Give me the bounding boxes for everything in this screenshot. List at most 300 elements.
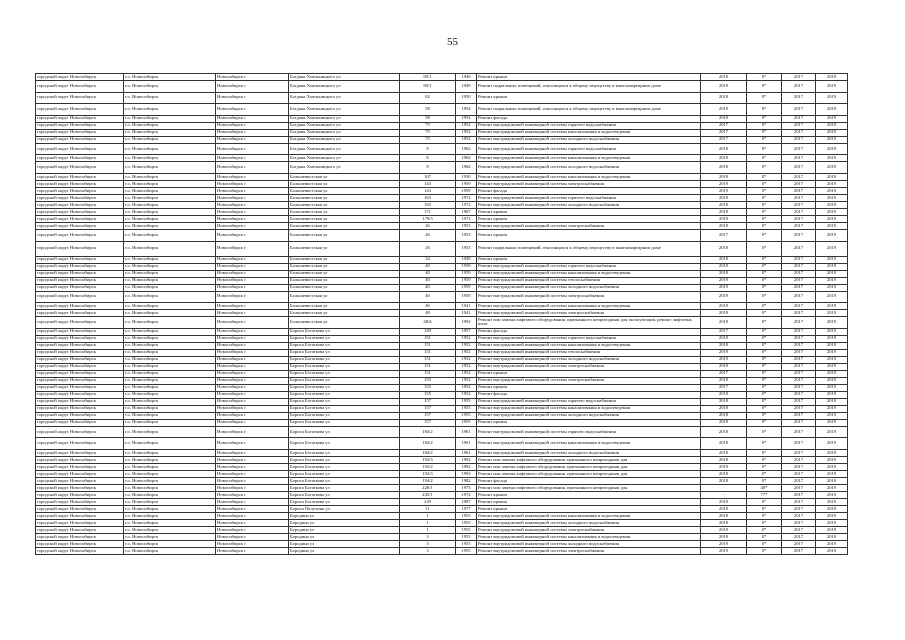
year-built-cell: 1962 (456, 155, 477, 162)
end-year-cell: 2019 (816, 391, 848, 398)
city-cell: Новосибирск г (216, 263, 289, 270)
street-cell: Богдана Хмельницкого ул (289, 122, 400, 129)
house-cell: 245/1 (400, 491, 456, 498)
table-row (36, 317, 848, 329)
end-year-cell: 2019 (816, 180, 848, 187)
work-type-cell: Ремонт внутридомовой инженерной системы горячего водоснабжения (477, 426, 701, 438)
start-year-cell: 2017 (782, 356, 816, 363)
year-built-cell: 1962 (456, 162, 477, 174)
year-built-cell: 1972 (456, 491, 477, 498)
start-year-cell: 2017 (782, 391, 816, 398)
municipality-cell: г.о. Новосибирск (124, 384, 216, 391)
table-row (36, 547, 848, 554)
plan-year-cell: 2018 (701, 449, 747, 456)
city-cell: Новосибирск г (216, 470, 289, 477)
work-type-cell: Ремонт внутридомовой инженерной системы электроснабжения (477, 310, 701, 317)
street-cell: Бориса Богаткова ул (289, 412, 400, 419)
district-cell: городской округ Новосибирск (36, 284, 124, 291)
street-cell: Бориса Богаткова ул (289, 419, 400, 426)
house-cell: 157 (400, 405, 456, 412)
end-year-cell: 2019 (816, 284, 848, 291)
end-year-cell: 2019 (816, 92, 848, 104)
street-cell: Бориса Богаткова ул (289, 470, 400, 477)
work-type-cell: Ремонт крыши (477, 74, 701, 81)
house-cell: 143 (400, 187, 456, 194)
work-type-cell: Ремонт подвальных помещений, относящихся к общему имуществу в многоквартирном доме (477, 104, 701, 116)
plan-year-cell: 2017 (701, 136, 747, 143)
year-built-cell: 1952 (456, 136, 477, 143)
city-cell: Новосибирск г (216, 310, 289, 317)
table-row (36, 222, 848, 229)
street-cell: Богдана Хмельницкого ул (289, 104, 400, 116)
table-row (36, 412, 848, 419)
year-built-cell: 1961 (456, 438, 477, 450)
cost-cell: 0* (747, 241, 782, 256)
cost-cell: 0* (747, 155, 782, 162)
start-year-cell: 2017 (782, 419, 816, 426)
cost-cell: 0* (747, 256, 782, 263)
year-built-cell: 1941 (456, 303, 477, 310)
city-cell: Новосибирск г (216, 277, 289, 284)
start-year-cell: 2017 (782, 412, 816, 419)
table-row (36, 143, 848, 155)
municipality-cell: г.о. Новосибирск (124, 349, 216, 356)
work-type-cell: Ремонт внутридомовой инженерной системы электроснабжения (477, 526, 701, 533)
year-built-cell: 1955 (456, 405, 477, 412)
end-year-cell: 2019 (816, 342, 848, 349)
district-cell: городской округ Новосибирск (36, 143, 124, 155)
work-type-cell: Ремонт или замена лифтового оборудования, признанного непригодным для (477, 484, 701, 491)
cost-cell: 0* (747, 391, 782, 398)
city-cell: Новосибирск г (216, 498, 289, 505)
table-row (36, 519, 848, 526)
district-cell: городской округ Новосибирск (36, 136, 124, 143)
cost-cell: 0* (747, 129, 782, 136)
end-year-cell: 2019 (816, 419, 848, 426)
end-year-cell: 2019 (816, 370, 848, 377)
year-built-cell: 1959 (456, 277, 477, 284)
municipality-cell: г.о. Новосибирск (124, 533, 216, 540)
year-built-cell: 1959 (456, 284, 477, 291)
district-cell: городской округ Новосибирск (36, 412, 124, 419)
cost-cell: 0* (747, 342, 782, 349)
city-cell: Новосибирск г (216, 349, 289, 356)
street-cell: Большевистская ул (289, 180, 400, 187)
start-year-cell: 2017 (782, 201, 816, 208)
street-cell: Бориса Богаткова ул (289, 484, 400, 491)
municipality-cell: г.о. Новосибирск (124, 405, 216, 412)
work-type-cell: Ремонт крыши (477, 505, 701, 512)
start-year-cell: 2017 (782, 104, 816, 116)
municipality-cell: г.о. Новосибирск (124, 277, 216, 284)
city-cell: Новосибирск г (216, 122, 289, 129)
cost-cell: 0* (747, 412, 782, 419)
plan-year-cell: 2018 (701, 162, 747, 174)
municipality-cell: г.о. Новосибирск (124, 270, 216, 277)
house-cell: 192/2 (400, 463, 456, 470)
street-cell: Богдана Хмельницкого ул (289, 162, 400, 174)
house-cell: 75 (400, 129, 456, 136)
start-year-cell: 2017 (782, 456, 816, 463)
year-built-cell: 1987 (456, 498, 477, 505)
street-cell: Бородина ул (289, 547, 400, 554)
district-cell: городской округ Новосибирск (36, 270, 124, 277)
house-cell: 58 (400, 115, 456, 122)
house-cell: 34 (400, 256, 456, 263)
work-type-cell: Ремонт крыши (477, 384, 701, 391)
table-row (36, 201, 848, 208)
work-type-cell: Ремонт внутридомовой инженерной системы теплоснабжения (477, 277, 701, 284)
municipality-cell: г.о. Новосибирск (124, 438, 216, 450)
cost-cell: 0* (747, 470, 782, 477)
work-type-cell: Ремонт крыши (477, 215, 701, 222)
plan-year-cell: 2017 (701, 229, 747, 241)
municipality-cell: г.о. Новосибирск (124, 540, 216, 547)
house-cell: 75 (400, 122, 456, 129)
work-type-cell: Ремонт крыши (477, 498, 701, 505)
district-cell: городской округ Новосибирск (36, 328, 124, 335)
end-year-cell: 2019 (816, 498, 848, 505)
plan-year-cell: 2018 (701, 426, 747, 438)
plan-year-cell: 2019 (701, 391, 747, 398)
start-year-cell: 2017 (782, 477, 816, 484)
work-type-cell: Ремонт внутридомовой инженерной системы холодного водоснабжения (477, 356, 701, 363)
start-year-cell: 2017 (782, 342, 816, 349)
year-built-cell: 1959 (456, 187, 477, 194)
plan-year-cell: 2019 (701, 463, 747, 470)
cost-cell: 0* (747, 377, 782, 384)
plan-year-cell: 2018 (701, 412, 747, 419)
work-type-cell: Ремонт внутридомовой инженерной системы холодного водоснабжения (477, 412, 701, 419)
cost-cell: 0* (747, 349, 782, 356)
street-cell: Большевистская ул (289, 256, 400, 263)
start-year-cell: 2017 (782, 222, 816, 229)
municipality-cell: г.о. Новосибирск (124, 370, 216, 377)
table-row (36, 162, 848, 174)
plan-year-cell: 2019 (701, 115, 747, 122)
municipality-cell: г.о. Новосибирск (124, 162, 216, 174)
house-cell: 40 (400, 270, 456, 277)
city-cell: Новосибирск г (216, 405, 289, 412)
street-cell: Бориса Богаткова ул (289, 363, 400, 370)
city-cell: Новосибирск г (216, 456, 289, 463)
house-cell: 155 (400, 384, 456, 391)
municipality-cell: г.о. Новосибирск (124, 356, 216, 363)
house-cell: 75 (400, 136, 456, 143)
city-cell: Новосибирск г (216, 526, 289, 533)
house-cell: 40 (400, 284, 456, 291)
work-type-cell: Ремонт внутридомовой инженерной системы канализования и водоотведения (477, 129, 701, 136)
city-cell: Новосибирск г (216, 92, 289, 104)
house-cell: 155 (400, 391, 456, 398)
start-year-cell: 2017 (782, 291, 816, 303)
year-built-cell: 1955 (456, 547, 477, 554)
end-year-cell: 2019 (816, 129, 848, 136)
start-year-cell: 2017 (782, 241, 816, 256)
municipality-cell: г.о. Новосибирск (124, 505, 216, 512)
city-cell: Новосибирск г (216, 291, 289, 303)
district-cell: городской округ Новосибирск (36, 229, 124, 241)
work-type-cell: Ремонт крыши (477, 256, 701, 263)
municipality-cell: г.о. Новосибирск (124, 143, 216, 155)
cost-cell: 0* (747, 291, 782, 303)
street-cell: Большевистская ул (289, 310, 400, 317)
start-year-cell: 2017 (782, 270, 816, 277)
district-cell: городской округ Новосибирск (36, 194, 124, 201)
end-year-cell: 2019 (816, 263, 848, 270)
work-type-cell: Ремонт внутридомовой инженерной системы электроснабжения (477, 291, 701, 303)
city-cell: Новосибирск г (216, 162, 289, 174)
plan-year-cell: 2019 (701, 526, 747, 533)
house-cell: 184/2 (400, 449, 456, 456)
house-cell: 151 (400, 363, 456, 370)
cost-cell: 0* (747, 328, 782, 335)
plan-year-cell: 2019 (701, 498, 747, 505)
street-cell: Бориса Богаткова ул (289, 356, 400, 363)
plan-year-cell: 2018 (701, 456, 747, 463)
street-cell: Большевистская ул (289, 284, 400, 291)
municipality-cell: г.о. Новосибирск (124, 215, 216, 222)
city-cell: Новосибирск г (216, 484, 289, 491)
municipality-cell: г.о. Новосибирск (124, 208, 216, 215)
plan-year-cell: 2019 (701, 180, 747, 187)
municipality-cell: г.о. Новосибирск (124, 491, 216, 498)
table-row (36, 377, 848, 384)
work-type-cell: Ремонт внутридомовой инженерной системы горячего водоснабжения (477, 194, 701, 201)
start-year-cell: 2017 (782, 180, 816, 187)
year-built-cell: 1959 (456, 180, 477, 187)
end-year-cell: 2019 (816, 162, 848, 174)
start-year-cell: 2017 (782, 129, 816, 136)
district-cell: городской округ Новосибирск (36, 477, 124, 484)
cost-cell: 0* (747, 370, 782, 377)
house-cell: 1 (400, 512, 456, 519)
city-cell: Новосибирск г (216, 208, 289, 215)
start-year-cell: 2017 (782, 284, 816, 291)
street-cell: Бориса Богаткова ул (289, 498, 400, 505)
city-cell: Новосибирск г (216, 173, 289, 180)
street-cell: Бородина ул (289, 533, 400, 540)
end-year-cell: 2019 (816, 449, 848, 456)
district-cell: городской округ Новосибирск (36, 505, 124, 512)
table-row (36, 194, 848, 201)
district-cell: городской округ Новосибирск (36, 512, 124, 519)
city-cell: Новосибирск г (216, 143, 289, 155)
work-type-cell: Ремонт внутридомовой инженерной системы холодного водоснабжения (477, 540, 701, 547)
municipality-cell: г.о. Новосибирск (124, 328, 216, 335)
street-cell: Бориса Богаткова ул (289, 328, 400, 335)
street-cell: Богдана Хмельницкого ул (289, 143, 400, 155)
end-year-cell: 2019 (816, 136, 848, 143)
street-cell: Большевистская ул (289, 215, 400, 222)
house-cell: 3 (400, 533, 456, 540)
municipality-cell: г.о. Новосибирск (124, 363, 216, 370)
cost-cell: 0* (747, 317, 782, 329)
end-year-cell: 2019 (816, 335, 848, 342)
year-built-cell: 1952 (456, 363, 477, 370)
plan-year-cell: 2018 (701, 143, 747, 155)
municipality-cell: г.о. Новосибирск (124, 526, 216, 533)
city-cell: Новосибирск г (216, 155, 289, 162)
year-built-cell: 1955 (456, 519, 477, 526)
end-year-cell: 2019 (816, 405, 848, 412)
plan-year-cell: 2018 (701, 222, 747, 229)
plan-year-cell: 2019 (701, 215, 747, 222)
street-cell: Большевистская ул (289, 173, 400, 180)
municipality-cell: г.о. Новосибирск (124, 222, 216, 229)
district-cell: городской округ Новосибирск (36, 335, 124, 342)
page-number: 55 (447, 36, 458, 48)
table-row (36, 115, 848, 122)
house-cell: 155 (400, 377, 456, 384)
district-cell: городской округ Новосибирск (36, 463, 124, 470)
house-cell: 48 (400, 310, 456, 317)
work-type-cell: Ремонт внутридомовой инженерной системы канализования и водоотведения (477, 173, 701, 180)
work-type-cell: Ремонт внутридомовой инженерной системы холодного водоснабжения (477, 162, 701, 174)
plan-year-cell: 2018 (701, 201, 747, 208)
street-cell: Большевистская ул (289, 303, 400, 310)
street-cell: Большевистская ул (289, 187, 400, 194)
house-cell: 179/3 (400, 215, 456, 222)
start-year-cell: 2017 (782, 81, 816, 93)
cost-cell: 77* (747, 491, 782, 498)
year-built-cell: 1993 (456, 470, 477, 477)
work-type-cell: Ремонт внутридомовой инженерной системы канализования и водоотведения (477, 155, 701, 162)
table-row (36, 92, 848, 104)
end-year-cell: 2019 (816, 547, 848, 554)
year-built-cell: 1953 (456, 222, 477, 229)
city-cell: Новосибирск г (216, 438, 289, 450)
plan-year-cell: 2017 (701, 370, 747, 377)
street-cell: Богдана Хмельницкого ул (289, 155, 400, 162)
year-built-cell: 1977 (456, 505, 477, 512)
work-type-cell: Ремонт фасада (477, 391, 701, 398)
work-type-cell: Ремонт внутридомовой инженерной системы горячего водоснабжения (477, 143, 701, 155)
city-cell: Новосибирск г (216, 270, 289, 277)
city-cell: Новосибирск г (216, 477, 289, 484)
plan-year-cell: 2019 (701, 104, 747, 116)
cost-cell: 0* (747, 270, 782, 277)
year-built-cell: 1959 (456, 270, 477, 277)
end-year-cell: 2019 (816, 491, 848, 498)
house-cell: 107 (400, 173, 456, 180)
city-cell: Новосибирск г (216, 187, 289, 194)
municipality-cell: г.о. Новосибирск (124, 187, 216, 194)
street-cell: Большевистская ул (289, 222, 400, 229)
city-cell: Новосибирск г (216, 426, 289, 438)
municipality-cell: г.о. Новосибирск (124, 519, 216, 526)
house-cell: 8 (400, 162, 456, 174)
work-type-cell: Ремонт крыши (477, 208, 701, 215)
end-year-cell: 2019 (816, 456, 848, 463)
district-cell: городской округ Новосибирск (36, 104, 124, 116)
cost-cell: 0* (747, 310, 782, 317)
cost-cell: 0* (747, 526, 782, 533)
start-year-cell: 2017 (782, 370, 816, 377)
work-type-cell: Ремонт внутридомовой инженерной системы электроснабжения (477, 180, 701, 187)
plan-year-cell: 2017 (701, 328, 747, 335)
table-row (36, 349, 848, 356)
plan-year-cell: 2018 (701, 419, 747, 426)
district-cell: городской округ Новосибирск (36, 519, 124, 526)
year-built-cell: 1952 (456, 356, 477, 363)
start-year-cell: 2017 (782, 143, 816, 155)
end-year-cell: 2019 (816, 241, 848, 256)
plan-year-cell: 2018 (701, 194, 747, 201)
end-year-cell: 2019 (816, 74, 848, 81)
work-type-cell: Ремонт или замена лифтового оборудования, признанного непригодным для (477, 463, 701, 470)
municipality-cell: г.о. Новосибирск (124, 419, 216, 426)
work-type-cell: Ремонт внутридомовой инженерной системы электроснабжения (477, 363, 701, 370)
cost-cell: 0* (747, 512, 782, 519)
municipality-cell: г.о. Новосибирск (124, 291, 216, 303)
start-year-cell: 2017 (782, 438, 816, 450)
start-year-cell: 2017 (782, 310, 816, 317)
table-row (36, 370, 848, 377)
plan-year-cell: 2018 (701, 519, 747, 526)
municipality-cell: г.о. Новосибирск (124, 310, 216, 317)
year-built-cell: 1952 (456, 349, 477, 356)
table-row (36, 477, 848, 484)
plan-year-cell: 2019 (701, 505, 747, 512)
cost-cell: 0* (747, 162, 782, 174)
district-cell: городской округ Новосибирск (36, 155, 124, 162)
year-built-cell: 1959 (456, 263, 477, 270)
table-row (36, 136, 848, 143)
municipality-cell: г.о. Новосибирск (124, 122, 216, 129)
district-cell: городской округ Новосибирск (36, 498, 124, 505)
district-cell: городской округ Новосибирск (36, 208, 124, 215)
house-cell: 58 (400, 104, 456, 116)
work-type-cell: Ремонт внутридомовой инженерной системы горячего водоснабжения (477, 335, 701, 342)
table-row (36, 391, 848, 398)
year-built-cell: 1952 (456, 377, 477, 384)
plan-year-cell: 2018 (701, 241, 747, 256)
district-cell: городской округ Новосибирск (36, 484, 124, 491)
municipality-cell: г.о. Новосибирск (124, 449, 216, 456)
plan-year-cell: 2018 (701, 256, 747, 263)
end-year-cell: 2019 (816, 412, 848, 419)
start-year-cell: 2017 (782, 498, 816, 505)
plan-year-cell: 2019 (701, 363, 747, 370)
street-cell: Бориса Богаткова ул (289, 377, 400, 384)
cost-cell: 0* (747, 505, 782, 512)
cost-cell: 0* (747, 405, 782, 412)
district-cell: городской округ Новосибирск (36, 263, 124, 270)
district-cell: городской округ Новосибирск (36, 377, 124, 384)
street-cell: Большевистская ул (289, 229, 400, 241)
start-year-cell: 2017 (782, 377, 816, 384)
house-cell: 151 (400, 356, 456, 363)
city-cell: Новосибирск г (216, 547, 289, 554)
work-type-cell: Ремонт или замена лифтового оборудования, признанного непригодным для (477, 456, 701, 463)
start-year-cell: 2017 (782, 317, 816, 329)
year-built-cell: 1959 (456, 291, 477, 303)
cost-cell: 0* (747, 74, 782, 81)
district-cell: городской округ Новосибирск (36, 526, 124, 533)
city-cell: Новосибирск г (216, 398, 289, 405)
start-year-cell: 2017 (782, 426, 816, 438)
street-cell: Бориса Богаткова ул (289, 491, 400, 498)
work-type-cell: Ремонт внутридомовой инженерной системы канализования и водоотведения (477, 270, 701, 277)
district-cell: городской округ Новосибирск (36, 74, 124, 81)
end-year-cell: 2019 (816, 384, 848, 391)
municipality-cell: г.о. Новосибирск (124, 74, 216, 81)
start-year-cell: 2017 (782, 405, 816, 412)
work-type-cell: Ремонт крыши (477, 491, 701, 498)
year-built-cell: 1967 (456, 208, 477, 215)
city-cell: Новосибирск г (216, 104, 289, 116)
